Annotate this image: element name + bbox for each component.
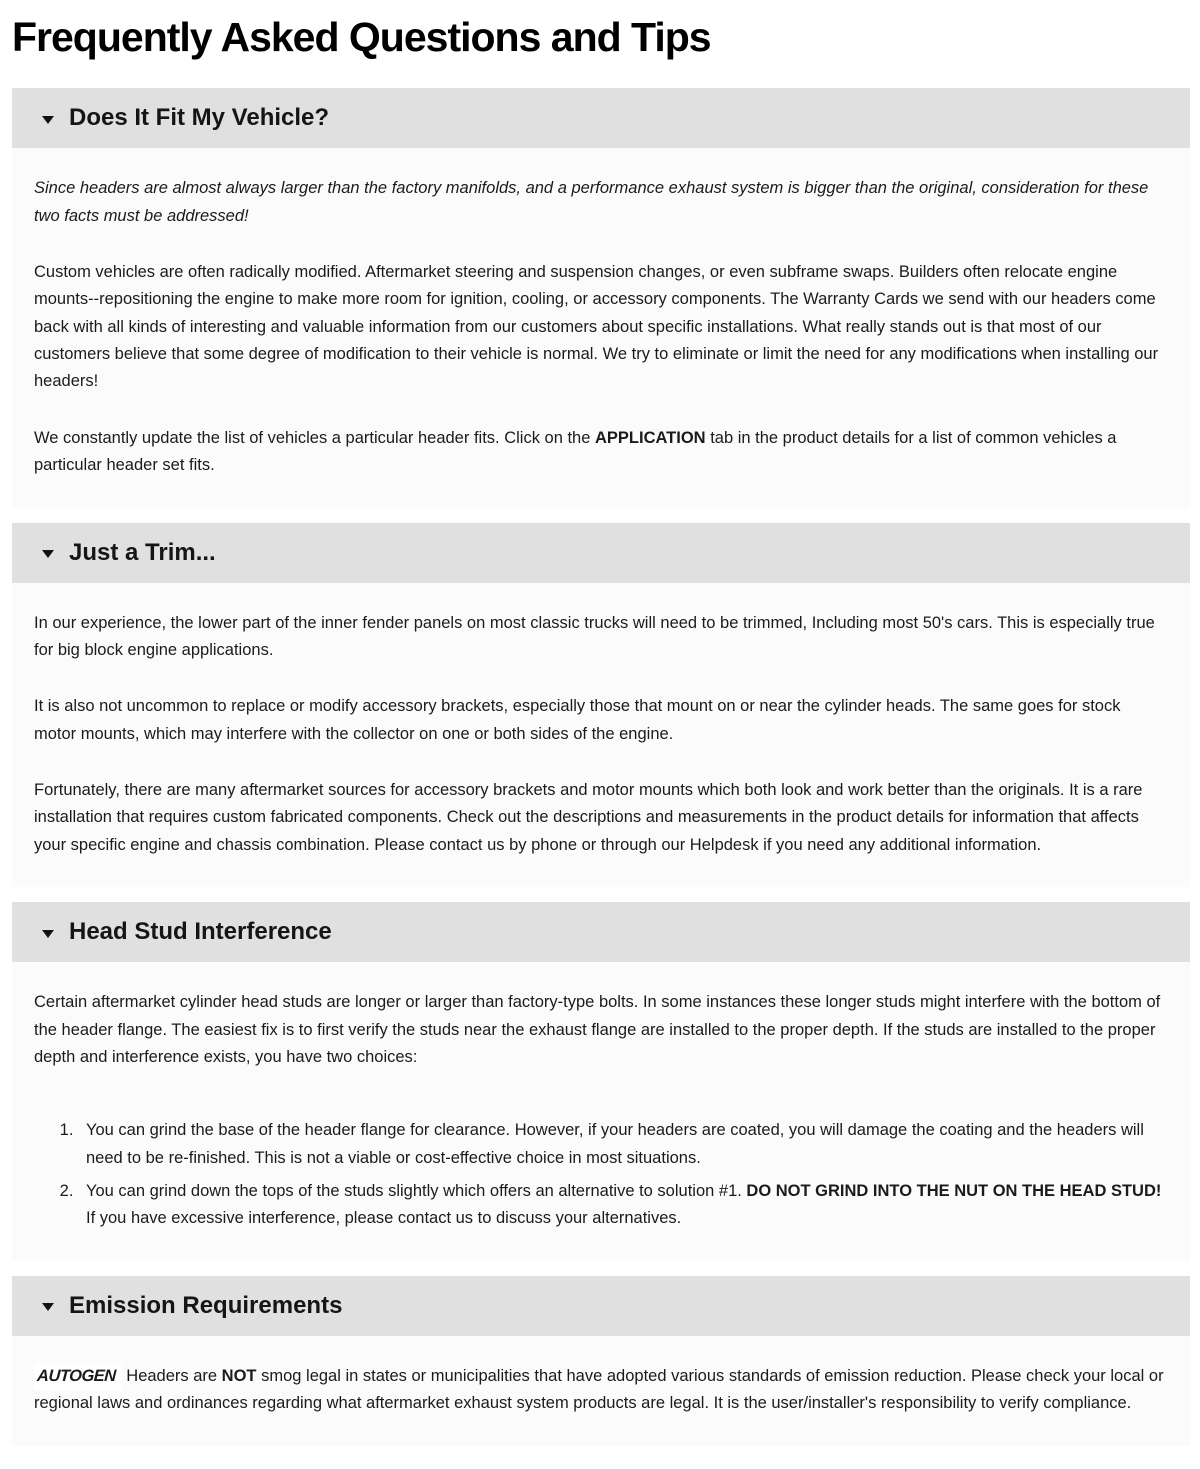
paragraph-application-tab [34,425,1164,480]
section-title: Does It Fit My Vehicle? [69,104,330,132]
collapse-arrow-icon [42,116,54,124]
list-item: 1. You can grind the base of the header flange for clearance. However, if your headers are coated, you will damage the coating and the headers will need to be re-finished. This is not a viable or cost-effective choice in most situations. [78,1117,1164,1172]
collapse-arrow-icon [42,930,54,938]
section-header-does-it-fit[interactable] [12,88,1190,148]
not-emphasis: NOT [221,1366,257,1385]
section-header-just-a-trim[interactable] [12,523,1190,583]
section-content-head-stud [12,962,1190,1261]
faq-section-head-stud [12,902,1190,1261]
paragraph-accessory-brackets: It is also not uncommon to replace or modify accessory brackets, especially those that mount on or near the cylinder heads. The same goes for stock motor mounts, which may interfere with the collector on one or both sides of the engine. [34,697,1121,743]
list-item [78,1178,1164,1233]
text-segment: Headers are [121,1366,222,1385]
application-tab-label: APPLICATION [594,428,706,447]
paragraph-intro-italic: Since headers are almost always larger than the factory manifolds, and a performance exhaust system is bigger than the original, consideration for these two facts must be addressed! [34,179,1149,225]
paragraph-emission [34,1363,1164,1418]
section-title: Just a Trim... [69,538,216,566]
faq-section-does-it-fit [12,88,1190,507]
warning-text: DO NOT GRIND INTO THE NUT ON THE HEAD STUD! [746,1182,1162,1201]
paragraph-custom-vehicles: Custom vehicles are often radically modified. Aftermarket steering and suspension changes, or even subframe swaps. Builders often relocate engine mounts--repositioning the engine to make more room for ignition, cooling, or accessory components. The Warranty Cards we send with our headers come back with all kinds of interesting and valuable information from our customers about specific installations. What really stands out is that most of our customers believe that some degree of modification to their vehicle is normal. We try to eliminate or limit the need for any modifications when installing our headers! [34,262,1159,391]
text-segment: You can grind down the tops of the studs slightly which offers an alternative to solution #1. [86,1182,747,1201]
collapse-arrow-icon [42,1303,54,1311]
paragraph-head-studs: Certain aftermarket cylinder head studs are longer or larger than factory-type bolts. In some instances these longer studs might interfere with the bottom of the header flange. The easiest fix is to first verify the studs near the exhaust flange are installed to the proper depth. If the studs are installed to the proper depth and interference exists, you have two choices: [34,993,1161,1066]
paragraph-fender-trim: In our experience, the lower part of the inner fender panels on most classic trucks will need to be trimmed, Including most 50's cars. This is especially true for big block engine applications. [34,613,1155,659]
faq-section-emission [12,1276,1190,1446]
collapse-arrow-icon [42,550,54,558]
autogen-brand-logo: AUTOGEN [33,1363,122,1390]
text-segment: We constantly update the list of vehicles a particular header fits. Click on the [34,428,595,447]
paragraph-aftermarket-sources: Fortunately, there are many aftermarket sources for accessory brackets and motor mounts which both look and work better than the originals. It is a rare installation that requires custom fabricated components. Check out the descriptions and measurements in the product details for information that affects your specific engine and chassis combination. Please contact us by phone or through our Helpdesk if you need any additional information. [34,781,1143,854]
section-title: Emission Requirements [69,1291,343,1319]
text-segment: tab in the product details for a list of common vehicles a particular header set fits. [34,428,1117,475]
section-header-emission[interactable] [12,1276,1190,1336]
choices-list [54,1117,1164,1233]
text-segment: If you have excessive interference, please contact us to discuss your alternatives. [86,1209,682,1228]
page-title: Frequently Asked Questions and Tips [12,14,711,60]
faq-section-just-a-trim [12,523,1190,888]
section-content-just-a-trim [12,583,1190,888]
section-content-emission [12,1336,1190,1446]
text-segment: smog legal in states or municipalities that have adopted various standards of emission reduction. Please check your local or regional laws and ordinances regarding what aftermarket exhaust system products are legal. It is the user/installer's responsibility to verify compliance. [34,1366,1164,1413]
section-title: Head Stud Interference [69,918,332,946]
section-content-does-it-fit [12,148,1190,507]
section-header-head-stud[interactable] [12,902,1190,962]
